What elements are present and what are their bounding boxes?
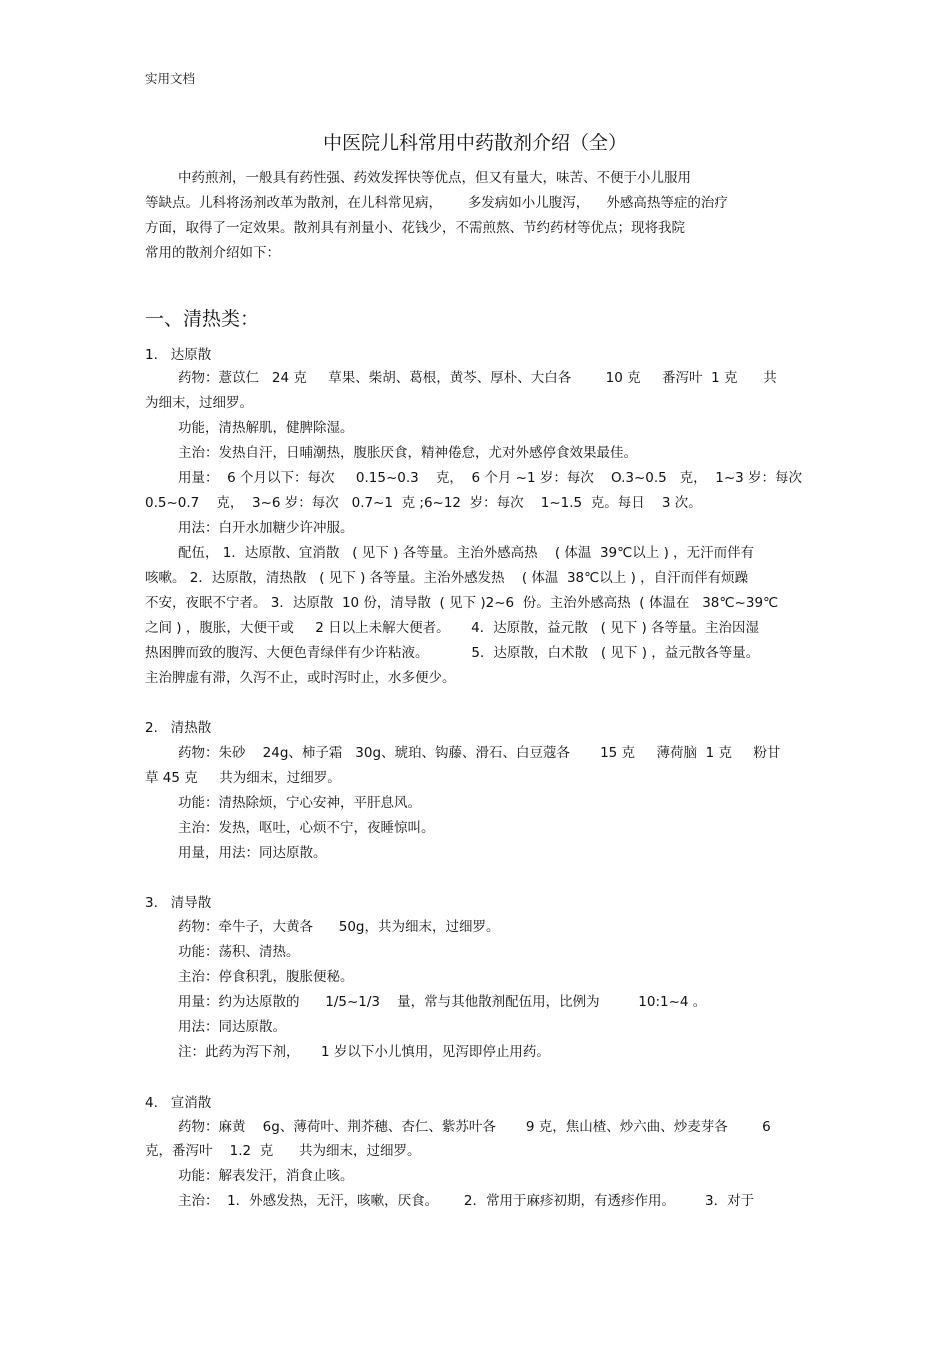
item-line: 主治脾虚有滞，久泻不止，或时泻时止，水多便少。 [145, 670, 456, 686]
item-line: 热困脾而致的腹泻、大便色青绿伴有少许粘液。 5．达原散，白术散 ( 见下 ) ，益元散各等量。 [145, 645, 760, 661]
item-line: 注：此药为泻下剂， 1 岁以下小儿慎用，见泻即停止用药。 [178, 1044, 550, 1060]
item-heading: 1. 达原散 [145, 347, 212, 363]
item-line: 咳嗽。 2．达原散，清热散 ( 见下 ) 各等量。主治外感发热 ( 体温 38℃以上 ) ，自汗而伴有烦躁 [145, 570, 749, 586]
item-line: 用量，用法：同达原散。 [178, 845, 327, 861]
item-line: 功能，清热解肌，健脾除湿。 [178, 420, 354, 436]
item-line: 主治：发热，呕吐，心烦不宁，夜睡惊叫。 [178, 820, 435, 836]
item-line: 不安，夜眠不宁者。 3．达原散 10 份，清导散 ( 见下 )2~6 份。主治外感高热 ( 体温在 38℃~39℃ [145, 595, 779, 611]
intro-line: 常用的散剂介绍如下： [145, 245, 280, 261]
item-line: 主治：发热自汗，日晡潮热，腹胀厌食，精神倦怠，尤对外感停食效果最佳。 [178, 445, 637, 461]
item-line: 克，番泻叶 1.2 克 共为细末，过细罗。 [145, 1143, 421, 1159]
item-heading: 2. 清热散 [145, 720, 212, 736]
item-line: 用法：同达原散。 [178, 1019, 286, 1035]
item-line: 0.5~0.7 克， 3~6 岁：每次 0.7~1 克 ;6~12 岁：每次 1~1.5 克。每日 3 次。 [145, 495, 702, 511]
item-line: 用量： 6 个月以下：每次 0.15~0.3 克， 6 个月 ~1 岁：每次 O.3~0.5 克， 1~3 岁：每次 [178, 470, 803, 486]
item-line: 之间 ) ，腹胀，大便干或 2 日以上未解大便者。 4．达原散，益元散 ( 见下 ) 各等量。主治因湿 [145, 620, 760, 636]
item-line: 草 45 克 共为细末，过细罗。 [145, 770, 341, 786]
item-line: 功能：荡积、清热。 [178, 944, 300, 960]
intro-line: 方面，取得了一定效果。散剂具有剂量小、花钱少，不需煎熬、节约药材等优点；现将我院 [145, 220, 685, 236]
item-line: 为细末，过细罗。 [145, 395, 253, 411]
item-line: 药物：牵牛子，大黄各 50g，共为细末，过细罗。 [178, 919, 500, 935]
section-heading: 一、清热类： [145, 308, 260, 330]
document-header-label: 实用文档 [145, 71, 196, 86]
item-line: 药物：麻黄 6g、薄荷叶、荆芥穗、杏仁、紫苏叶各 9 克，焦山楂、炒六曲、炒麦芽各 6 [178, 1119, 771, 1135]
item-line: 主治： 1．外感发热，无汗，咳嗽，厌食。 2．常用于麻疹初期，有透疹作用。 3．对于 [178, 1193, 755, 1209]
item-line: 功能：解表发汗，消食止咳。 [178, 1168, 354, 1184]
item-line: 用法：白开水加糖少许冲服。 [178, 520, 354, 536]
item-line: 功能：清热除烦，宁心安神，平肝息风。 [178, 795, 421, 811]
document-title: 中医院儿科常用中药散剂介绍（全） [322, 132, 627, 154]
item-heading: 4. 宣消散 [145, 1095, 212, 1111]
intro-line: 中药煎剂，一般具有药性强、药效发挥快等优点，但又有量大，味苦、不便于小儿服用 [178, 170, 691, 186]
item-heading: 3. 清导散 [145, 895, 212, 911]
item-line: 用量：约为达原散的 1/5~1/3 量，常与其他散剂配伍用，比例为 10:1~4 。 [178, 994, 707, 1010]
item-line: 主治：停食积乳，腹胀便秘。 [178, 969, 354, 985]
intro-line: 等缺点。儿科将汤剂改革为散剂，在儿科常见病， 多发病如小儿腹泻， 外感高热等症的治疗 [145, 195, 728, 211]
item-line: 药物：朱砂 24g、柿子霜 30g、琥珀、钩藤、滑石、白豆蔻各 15 克 薄荷脑 1 克 粉甘 [178, 745, 781, 761]
item-line: 药物：薏苡仁 24 克 草果、柴胡、葛根，黄芩、厚朴、大白各 10 克 番泻叶 1 克 共 [178, 370, 777, 386]
item-line: 配伍， 1．达原散、宜消散 ( 见下 ) 各等量。主治外感高热 ( 体温 39℃以上 ) ，无汗而伴有 [178, 545, 755, 561]
